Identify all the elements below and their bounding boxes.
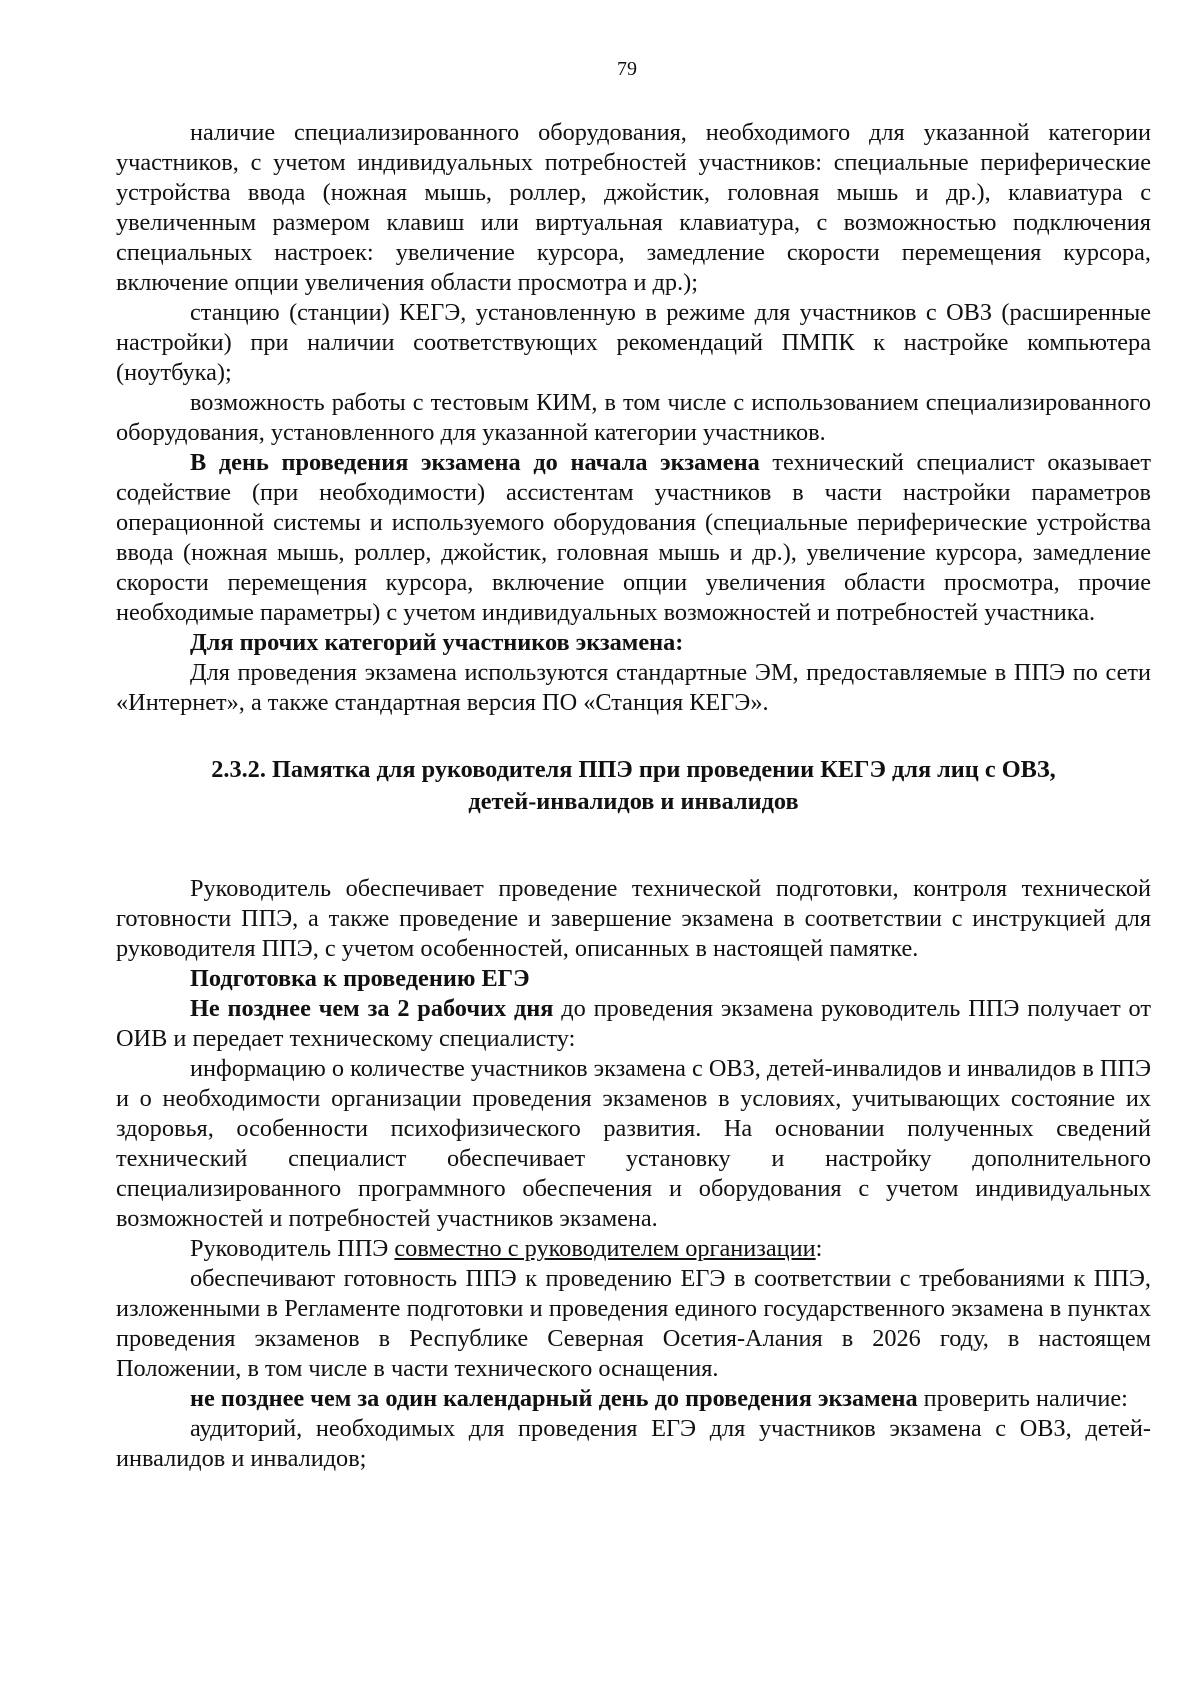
exam-day-text: технический специалист оказывает содействие (при необходимости) ассистентам участников в части настройки параметров операционной системы и используемого оборудования (специальные периферические устройства ввода (ножная мышь, роллер, джойстик, головная мышь и др.), увеличение курсора, замедление скорости перемещения курсора, включение опции увеличения области просмотра, прочие необходимые параметры) с учетом индивидуальных возможностей и потребностей участника. — [116, 449, 1151, 626]
two-days-bold: Не позднее чем за 2 рабочих дня — [190, 995, 554, 1022]
paragraph-two-days — [116, 994, 1151, 1054]
two-days-text: до проведения экзамена руководитель ППЭ получает от ОИВ и передает техническому специалисту: — [116, 995, 1151, 1052]
paragraph-jointly — [116, 1234, 1151, 1264]
paragraph-information: информацию о количестве участников экзамена с ОВЗ, детей-инвалидов и инвалидов в ППЭ и о необходимости организации проведения экзаменов в условиях, учитывающих состояние их здоровья, особенности психофизического развития. На основании полученных сведений технический специалист обеспечивает установку и настройку дополнительного специализированного программного обеспечения и оборудования с учетом индивидуальных возможностей и потребностей участников экзамена. — [116, 1055, 1151, 1232]
paragraph-preparation-title — [116, 964, 1151, 994]
paragraph-exam-day — [116, 448, 1151, 628]
jointly-start: Руководитель ППЭ — [190, 1235, 395, 1262]
document-body — [116, 118, 1151, 1474]
paragraph-manager-duties: Руководитель обеспечивает проведение технической подготовки, контроля технической готовности ППЭ, а также проведение и завершение экзамена в соответствии с инструкцией для руководителя ППЭ, с учетом особенностей, описанных в настоящей памятке. — [116, 875, 1151, 962]
paragraph-one-day — [116, 1384, 1151, 1414]
other-categories-bold: Для прочих категорий участников экзамена: — [190, 629, 684, 656]
page-number: 79 — [617, 58, 637, 80]
paragraph-other-categories-title — [116, 628, 1151, 658]
jointly-underline: совместно с руководителем организации — [394, 1235, 816, 1262]
section-heading-line1: 2.3.2. Памятка для руководителя ППЭ при проведении КЕГЭ для лиц с ОВЗ, — [211, 756, 1056, 783]
paragraph-station: станцию (станции) КЕГЭ, установленную в режиме для участников с ОВЗ (расширенные настройки) при наличии соответствующих рекомендаций ПМПК к настройке компьютера (ноутбука); — [116, 299, 1151, 386]
paragraph-kim-access: возможность работы с тестовым КИМ, в том числе с использованием специализированного оборудования, установленного для указанной категории участников. — [116, 389, 1151, 446]
paragraph-readiness: обеспечивают готовность ППЭ к проведению ЕГЭ в соответствии с требованиями к ППЭ, изложенными в Регламенте подготовки и проведения единого государственного экзамена в пунктах проведения экзаменов в Республике Северная Осетия-Алания в 2026 году, в настоящем Положении, в том числе в части технического оснащения. — [116, 1265, 1151, 1382]
one-day-bold: не позднее чем за один календарный день до проведения экзамена — [190, 1385, 918, 1412]
jointly-end: : — [815, 1235, 823, 1262]
paragraph-equipment: наличие специализированного оборудования, необходимого для указанной категории участников, с учетом индивидуальных потребностей участников: специальные периферические устройства ввода (ножная мышь, роллер, джойстик, головная мышь и др.), клавиатура с увеличенным размером клавиш или виртуальная клавиатура, с возможностью подключения специальных настроек: увеличение курсора, замедление скорости перемещения курсора, включение опции увеличения области просмотра и др.); — [116, 119, 1151, 296]
paragraph-standard-em: Для проведения экзамена используются стандартные ЭМ, предоставляемые в ППЭ по сети «Интернет», а также стандартная версия ПО «Станция КЕГЭ». — [116, 659, 1151, 716]
preparation-title-bold: Подготовка к проведению ЕГЭ — [190, 965, 530, 992]
exam-day-bold: В день проведения экзамена до начала экзамена — [190, 449, 760, 476]
section-heading — [116, 754, 1151, 818]
section-heading-line2: детей-инвалидов и инвалидов — [468, 788, 799, 815]
one-day-text: проверить наличие: — [917, 1385, 1128, 1412]
paragraph-auditoriums: аудиторий, необходимых для проведения ЕГЭ для участников экзамена с ОВЗ, детей-инвалидов и инвалидов; — [116, 1415, 1151, 1472]
